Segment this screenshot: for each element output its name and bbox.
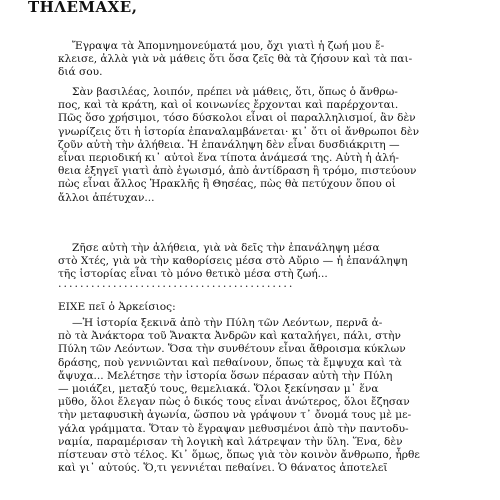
paragraph-2-text: Σὰν βασιλέας, λοιπόν, πρέπει νὰ μάθεις, ὅτι, ὅπως ὁ ἄνθρω- πος, καὶ τὰ κράτη, καὶ οἱ κοινωνίες ἔρχονται καὶ παρέρχονται. Πῶς ὅσο χρήσιμοι, τόσο δύσκολοι εἶναι οἱ παραλληλισμοί, ἂν δὲν γνωρίζεις ὅτι ἡ ἱστορία ἐπαναλαμβάνεται· κι᾽ ὅτι οἱ ἄνθρωποι δὲν ζοῦν αὐτὴ τὴν ἀλήθεια. Ἡ ἐπανάληψη δὲν εἶναι δυσδιάκριτη — εἶναι περιοδική κι᾽ αὐτοὶ ἕνα τίποτα ἀνάμεσά της. Αὐτὴ ἡ ἀλή- θεια ἐξηγεῖ γιατὶ ἀπὸ ἐγωισμό, ἀπὸ ἀντίδραση ἢ τρόμο, πιστεύουν πὼς εἶναι ἄλλος Ἡρακλῆς ἢ Θησέας, πὼς θὰ πετύχουν ὅπου οἱ ἄλλοι ἀπέτυχαν... [58,86,420,204]
section-separator: ........................................... [58,277,295,290]
paragraph-5 [58,317,468,475]
paragraph-5-text: —Ἡ ἱστορία ξεκινᾶ ἀπὸ τὴν Πύλη τῶν Λεόντων, περνᾶ ἀ- πὸ τὰ Ἀνάκτορα τοῦ Ἄνακτα Ἀνδρῶν καὶ καταλήγει, πάλι, στὴν Πύλη τῶν Λεόντων. Ὅσα τὴν συνθέτουν εἶναι ἄθροισμα κύκλων δράσης, ποὺ γεννιῶνται καὶ πεθαίνουν, ὅπως τὰ ἔμψυχα καὶ τὰ ἄψυχα... Μελέτησε τὴν ἱστορία ὅσων πέρασαν αὐτὴ τὴν Πύλη — μοιάζει, μεταξύ τους, θεμελιακά. Ὅλοι ξεκίνησαν μ᾽ ἕνα μῦθο, ὅλοι ἔλεγαν πὼς ὁ δικός τους εἶναι ἀνώτερος, ὅλοι ἔζησαν τὴν μεταφυσικὴ ἀγωνία, ὥσπου νὰ γράψουν τ᾽ ὄνομά τους μὲ με- γάλα γράμματα. Ὅταν τὸ ἔγραψαν μεθυσμένοι ἀπὸ τὴν παντοδυ- ναμία, παραμέρισαν τὴ λογικὴ καὶ λάτρεψαν τὴν ὕλη. Ἕνα, δὲν πίστευαν στὸ τέλος. Κι᾽ ὅμως, ὅπως γιὰ τὸν κοινὸν ἄνθρωπο, ἦρθε καὶ γι᾽ αὐτούς. Ὅ,τι γεννιέται πεθαίνει. Ὁ θάνατος ἀποτελεῖ [58,317,420,475]
paragraph-2 [58,86,468,205]
paragraph-4-text: ΕΙΧΕ πεῖ ὁ Ἀρκείσιος: [58,301,176,313]
letter-salutation: ΤΗΛΕΜΑΧΕ, [28,0,138,16]
paragraph-4 [58,301,468,314]
paragraph-1-text: Ἔγραψα τὰ Ἀπομνημονεύματά μου, ὄχι γιατὶ ἡ ζωή μου ἔ- κλεισε, ἀλλὰ γιὰ νὰ μάθεις ὅτι ὅσα ζεῖς θὰ τὰ ζήσουν καὶ τὰ παι- διά σου. [58,40,413,79]
paragraph-1 [58,40,468,80]
paragraph-3-text: Ζῆσε αὐτὴ τὴν ἀλήθεια, γιὰ νὰ δεῖς τὴν ἐπανάληψη μέσα στὸ Χτές, γιὰ νὰ τὴν καθορίσεις μέσα στὸ Αὔριο — ἡ ἐπανάληψη τῆς ἱστορίας εἶναι τὸ μόνο θετικὸ μέσα στὴ ζωή... [58,242,408,281]
paragraph-3 [58,242,468,282]
